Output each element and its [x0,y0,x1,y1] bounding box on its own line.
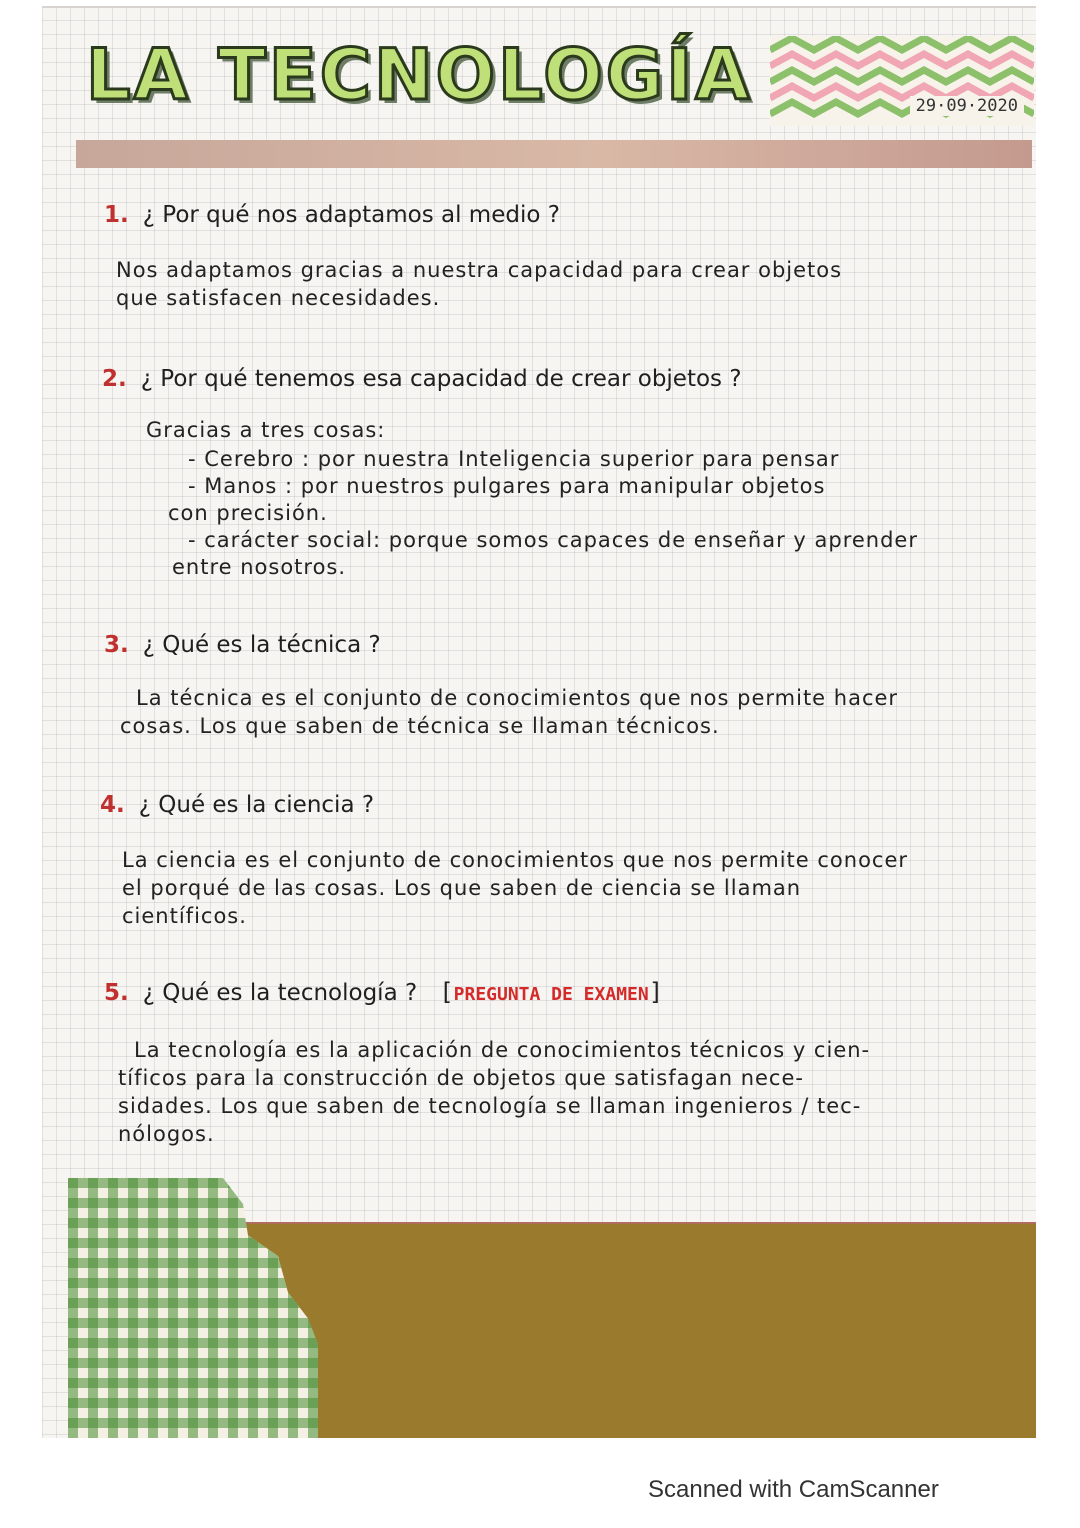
answer-2 [146,418,1036,581]
answer-line: nólogos. [118,1122,215,1146]
question-text: ¿ Qué es la tecnología ? [142,980,418,1006]
question-number: 4. [100,792,125,818]
question-3 [104,632,1036,658]
list-item: - Cerebro : por nuestra Inteligencia superior para pensar [188,447,840,471]
question-5 [104,978,1036,1006]
answer-3 [120,684,1036,740]
question-block-3 [42,632,1036,740]
question-number: 3. [104,632,129,658]
exam-question-tag [439,978,663,1006]
answer-line: La técnica es el conjunto de conocimientos que nos permite hacer [136,686,899,710]
answer-5 [118,1036,1036,1148]
question-block-1 [42,202,1036,312]
reasons-list [146,446,1036,581]
question-text: ¿ Qué es la ciencia ? [138,792,375,818]
answer-line: Nos adaptamos gracias a nuestra capacidad para crear objetos [116,258,843,282]
scanner-watermark: Scanned with CamScanner [648,1476,939,1503]
question-number: 2. [102,366,127,392]
answer-line: cosas. Los que saben de técnica se llaman técnicos. [120,714,720,738]
answer-line: La tecnología es la aplicación de conocimientos técnicos y cien- [134,1038,871,1062]
answer-1 [116,256,1036,312]
list-item: con precisión. [168,501,328,525]
answer-line: que satisfacen necesidades. [116,286,441,310]
date-label: 29·09·2020 [910,96,1024,116]
question-text: ¿ Qué es la técnica ? [142,632,381,658]
answer-line: La ciencia es el conjunto de conocimientos que nos permite conocer [122,848,909,872]
question-text: ¿ Por qué tenemos esa capacidad de crear objetos ? [140,366,742,392]
answer-intro: Gracias a tres cosas: [146,418,386,442]
zigzag-washi-tape [770,36,1034,126]
tag-close-bracket: ] [648,978,664,1006]
question-4 [100,792,1036,818]
gingham-paper-scrap [68,1178,318,1438]
answer-line: científicos. [122,904,247,928]
list-item: - Manos : por nuestros pulgares para manipular objetos [188,474,826,498]
answer-line: tíficos para la construcción de objetos que satisfagan nece- [118,1066,804,1090]
tag-open-bracket: [ [439,978,454,1006]
page-title: LA TECNOLOGÍA [86,34,753,116]
list-item: - carácter social: porque somos capaces de enseñar y aprender [188,528,918,552]
question-1 [104,202,1036,228]
question-block-2 [42,366,1036,581]
tag-text: PREGUNTA DE EXAMEN [453,984,649,1005]
notebook-page [42,6,1036,1438]
question-block-4 [42,792,1036,930]
question-block-5 [42,978,1036,1148]
answer-4 [122,846,1036,930]
list-item: entre nosotros. [172,555,347,579]
answer-line: sidades. Los que saben de tecnología se llaman ingenieros / tec- [118,1094,862,1118]
title-underline-stripe [76,140,1032,168]
question-2 [102,366,1036,392]
question-number: 5. [104,980,129,1006]
question-number: 1. [104,202,129,228]
page-top-edge [42,6,1036,8]
answer-line: el porqué de las cosas. Los que saben de ciencia se llaman [122,876,802,900]
question-text: ¿ Por qué nos adaptamos al medio ? [142,202,560,228]
